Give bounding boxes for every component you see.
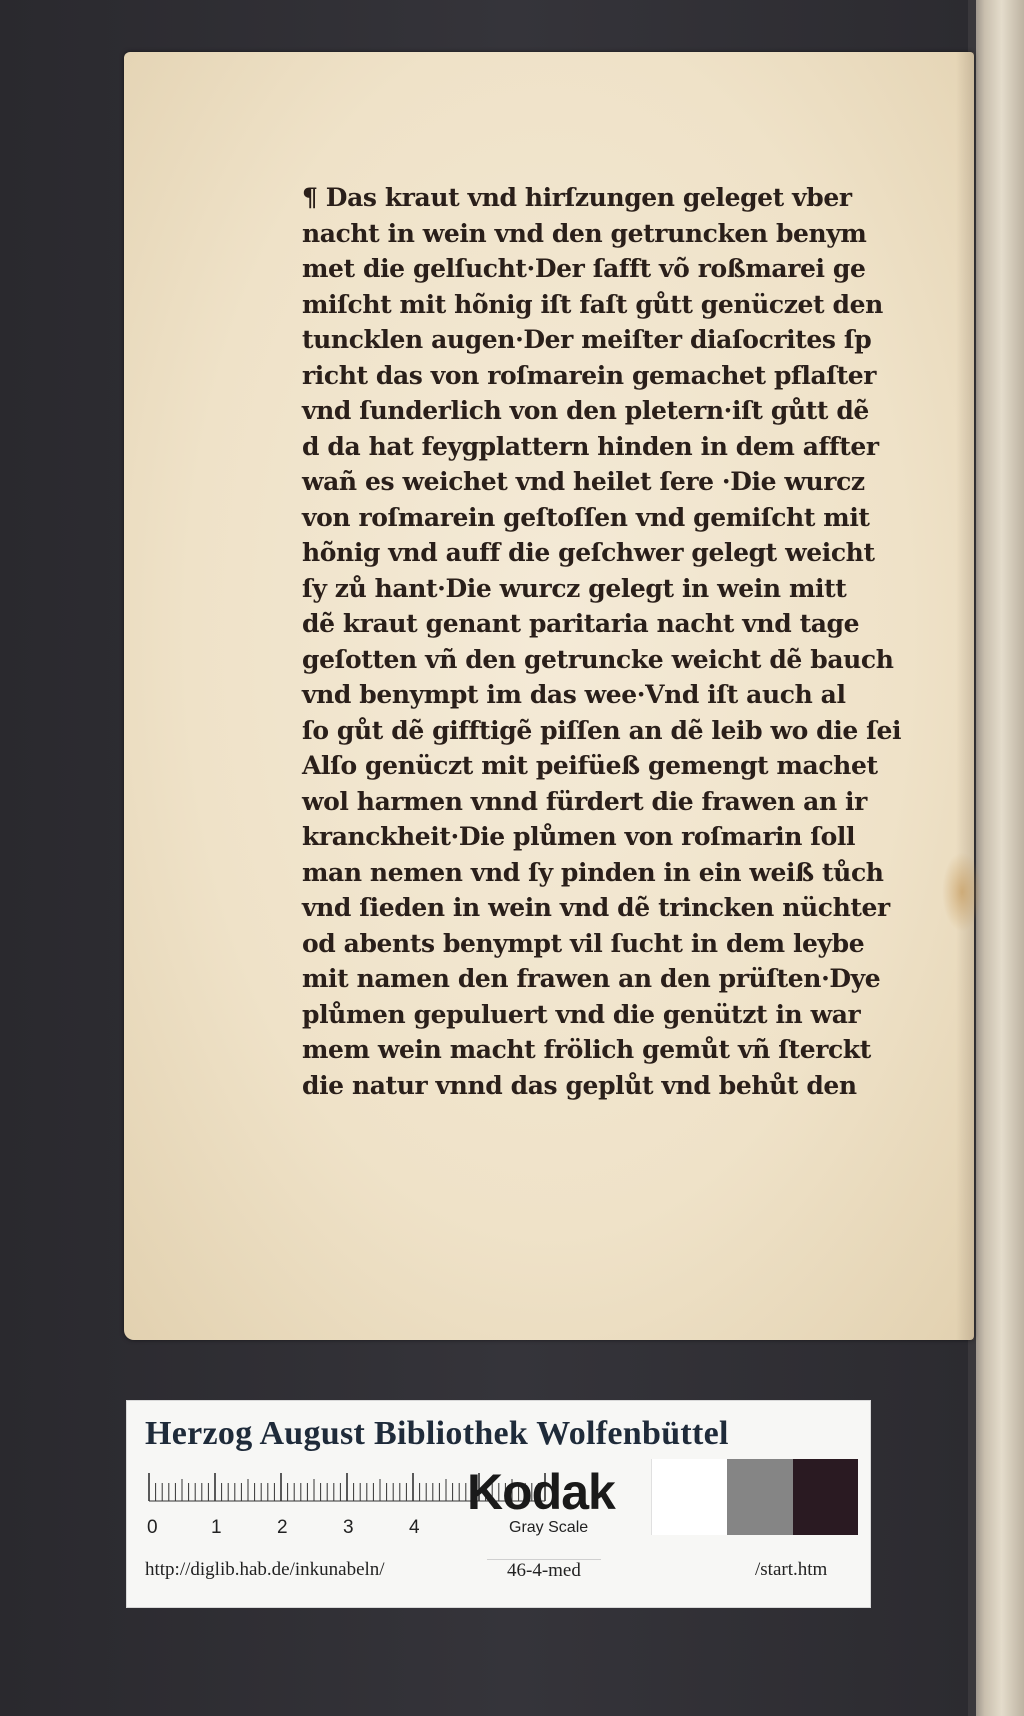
text-line: man nemen vnd ſy pinden in ein weiß tůch <box>302 857 884 887</box>
text-line: geſotten vñ den getruncke weicht dẽ bauch <box>302 644 894 674</box>
white-swatch <box>651 1459 728 1535</box>
page-gutter <box>956 52 974 1340</box>
text-line: wañ es weichet vnd heilet ſere ·Die wurcz <box>302 467 865 496</box>
page-stain <box>942 852 982 932</box>
text-line: wol harmen vnnd fürdert die frawen an ir <box>302 786 867 816</box>
text-line: vnd benympt im das wee·Vnd iſt auch al <box>302 680 846 709</box>
text-line: mit namen den frawen an den prüſten·Dye <box>302 964 881 993</box>
page-text <box>302 180 922 1103</box>
text-line: nacht in wein vnd den getruncken benym <box>302 218 867 248</box>
text-line: hõnig vnd auff die geſchwer gelegt weicht <box>302 538 875 567</box>
url-middle: 46-4-med <box>487 1559 601 1582</box>
text-line: ſo gůt dẽ gifftigẽ piſſen an dẽ leib wo die ſei <box>302 715 902 745</box>
text-line: od abents benympt vil ſucht in dem leybe <box>302 928 865 958</box>
text-line: vnd ſunderlich von den pletern·iſt gůtt dẽ <box>302 396 869 425</box>
text-line: miſcht mit hõnig iſt faſt gůtt genüczet den <box>302 289 883 319</box>
text-line: ¶ Das kraut vnd hirſzungen geleget vber <box>302 183 852 212</box>
text-line: ſy zů hant·Die wurcz gelegt in wein mitt <box>302 573 847 603</box>
gray-swatch <box>727 1459 793 1535</box>
kodak-logo: Kodak <box>467 1464 615 1520</box>
url-right: /start.htm <box>755 1559 828 1580</box>
text-line: Alſo genüczt mit peifüeß gemengt machet <box>302 751 878 780</box>
text-line: met die gelſucht·Der ſafft võ roßmarei ge <box>302 254 866 283</box>
library-title: Herzog August Bibliothek Wolfenbüttel <box>145 1415 729 1452</box>
black-swatch <box>793 1459 858 1535</box>
text-line: kranckheit·Die plůmen von roſmarin ſoll <box>302 822 856 851</box>
text-line: d da hat feygplattern hinden in dem affter <box>302 431 879 461</box>
text-line: richt das von roſmarein gemachet pflaſter <box>302 360 877 390</box>
text-line: mem wein macht frölich gemůt vñ ſterckt <box>302 1035 871 1064</box>
text-line: von roſmarein geſtoſſen vnd gemiſcht mit <box>302 502 870 532</box>
text-line: dẽ kraut genant paritaria nacht vnd tage <box>302 609 860 638</box>
text-line: tuncklen augen·Der meiſter diaſocrites ſp <box>302 325 872 354</box>
ruler-number: 3 <box>343 1517 354 1538</box>
ruler-number: 0 <box>147 1517 158 1538</box>
ruler-number: 4 <box>409 1517 420 1538</box>
library-color-card <box>126 1400 871 1608</box>
ruler-number: 2 <box>277 1517 288 1538</box>
text-line: die natur vnnd das geplůt vnd behůt den <box>302 1070 857 1100</box>
ruler-number: 1 <box>211 1517 222 1538</box>
url-left: http://diglib.hab.de/inkunabeln/ <box>145 1559 385 1580</box>
gray-scale-label: Gray Scale <box>509 1519 589 1536</box>
text-line: plůmen gepuluert vnd die genützt in war <box>302 999 861 1029</box>
text-line: vnd ſieden in wein vnd dẽ trincken nüchter <box>302 893 890 922</box>
